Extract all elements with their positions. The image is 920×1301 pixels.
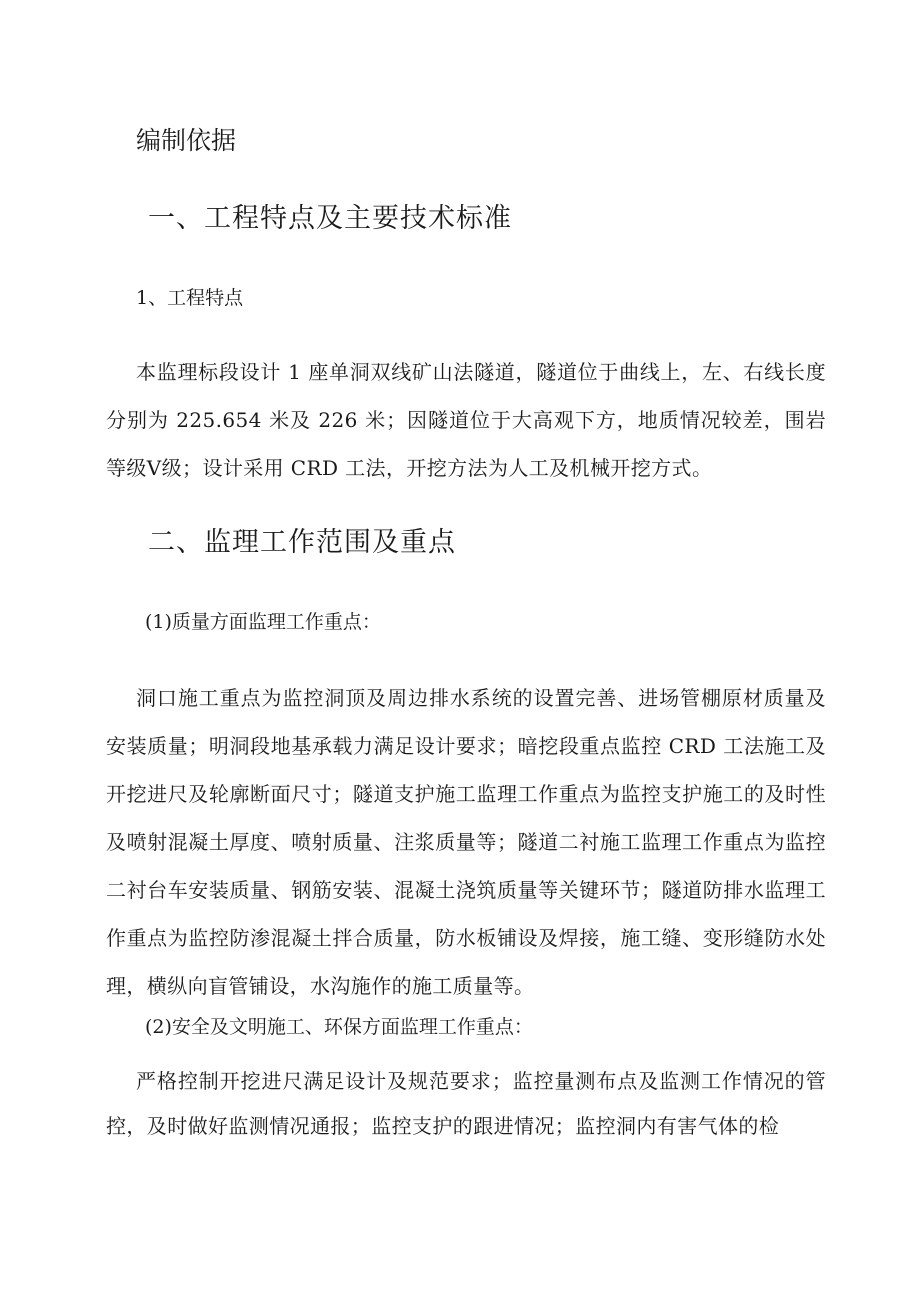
subsection-heading-quality: (1)质量方面监理工作重点： [145, 611, 381, 633]
document-title: 编制依据 [136, 126, 237, 155]
subsection-heading-safety: (2)安全及文明施工、环保方面监理工作重点： [145, 1016, 533, 1038]
paragraph-safety: 严格控制开挖进尺满足设计及规范要求；监控量测布点及监测工作情况的管控，及时做好监测情况通报；监控支护的跟进情况；监控洞内有害气体的检 [106, 1069, 826, 1138]
paragraph-quality: 洞口施工重点为监控洞顶及周边排水系统的设置完善、进场管棚原材质量及安装质量；明洞段地基承载力满足设计要求；暗挖段重点监控 CRD 工法施工及开挖进尺及轮廓断面尺寸；隧道支护施工监理工作重点为监控支护施工的及时性及喷射混凝土厚度、喷射质量、注浆质量等；隧道二衬施工监理工作重点为监控二衬台车安装质量、钢筋安装、混凝土浇筑质量等关键环节；隧道防排水监理工作重点为监控防渗混凝土拌合质量，防水板铺设及焊接，施工缝、变形缝防水处理，横纵向盲管铺设，水沟施作的施工质量等。 [106, 686, 826, 998]
subsection-heading-project-features: 1、工程特点 [136, 287, 244, 309]
paragraph-project-features: 本监理标段设计 1 座单洞双线矿山法隧道，隧道位于曲线上，左、右线长度分别为 225.654 米及 226 米；因隧道位于大高观下方，地质情况较差，围岩等级Ⅴ级；设计采用 CRD 工法，开挖方法为人工及机械开挖方式。 [106, 360, 826, 480]
section-heading-1: 一、工程特点及主要技术标准 [148, 203, 512, 234]
section-heading-2: 二、监理工作范围及重点 [148, 527, 456, 558]
